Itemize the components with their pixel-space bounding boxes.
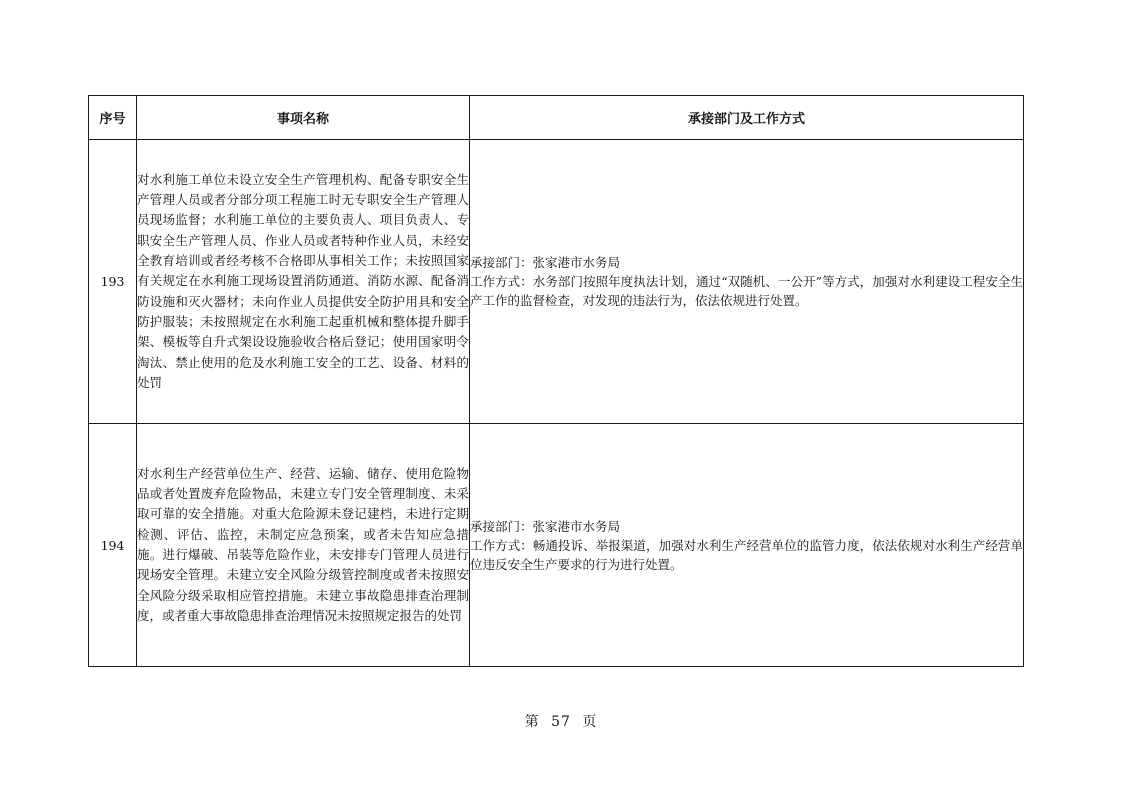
row-number: 193: [89, 140, 137, 424]
header-number: 序号: [89, 96, 137, 140]
page-suffix: 页: [582, 714, 598, 730]
row-method: 工作方式：水务部门按照年度执法计划，通过“双随机、一公开”等方式，加强对水利建设工程安全生产工作的监督检查，对发现的违法行为，依法依规进行处置。: [470, 274, 1023, 308]
row-department-method: [470, 424, 1024, 667]
page-prefix: 第: [524, 714, 540, 730]
row-number: 194: [89, 424, 137, 667]
row-method: 工作方式：畅通投诉、举报渠道，加强对水利生产经营单位的监管力度，依法依规对水利生产经营单位违反安全生产要求的行为进行处置。: [470, 537, 1023, 572]
table-header-row: [89, 96, 1024, 140]
row-department: 承接部门：张家港市水务局: [470, 518, 621, 534]
table-row: [89, 424, 1024, 667]
regulatory-items-table: [88, 95, 1024, 667]
row-department-method: [470, 140, 1024, 424]
header-department-method: 承接部门及工作方式: [470, 96, 1024, 140]
row-item-name: 对水利生产经营单位生产、经营、运输、储存、使用危险物品或者处置废弃危险物品，未建立专门安全管理制度、未采取可靠的安全措施。对重大危险源未登记建档，未进行定期检测、评估、监控，未制定应急预案，或者未告知应急措施。进行爆破、吊装等危险作业，未安排专门管理人员进行现场安全管理。未建立安全风险分级管控制度或者未按照安全风险分级采取相应管控措施。未建立事故隐患排查治理制度，或者重大事故隐患排查治理情况未按照规定报告的处罚: [137, 424, 470, 667]
header-item-name: 事项名称: [137, 96, 470, 140]
table-row: [89, 140, 1024, 424]
row-item-name: 对水利施工单位未设立安全生产管理机构、配备专职安全生产管理人员或者分部分项工程施工时无专职安全生产管理人员现场监督；水利施工单位的主要负责人、项目负责人、专职安全生产管理人员、作业人员或者特种作业人员，未经安全教育培训或者经考核不合格即从事相关工作；未按照国家有关规定在水利施工现场设置消防通道、消防水源、配备消防设施和灭火器材；未向作业人员提供安全防护用具和安全防护服装；未按照规定在水利施工起重机械和整体提升脚手架、模板等自升式架设设施验收合格后登记；使用国家明令淘汰、禁止使用的危及水利施工安全的工艺、设备、材料的处罚: [137, 140, 470, 424]
page-number: 57: [551, 714, 571, 730]
page-footer: [0, 711, 1122, 731]
row-department: 承接部门：张家港市水务局: [470, 255, 621, 270]
